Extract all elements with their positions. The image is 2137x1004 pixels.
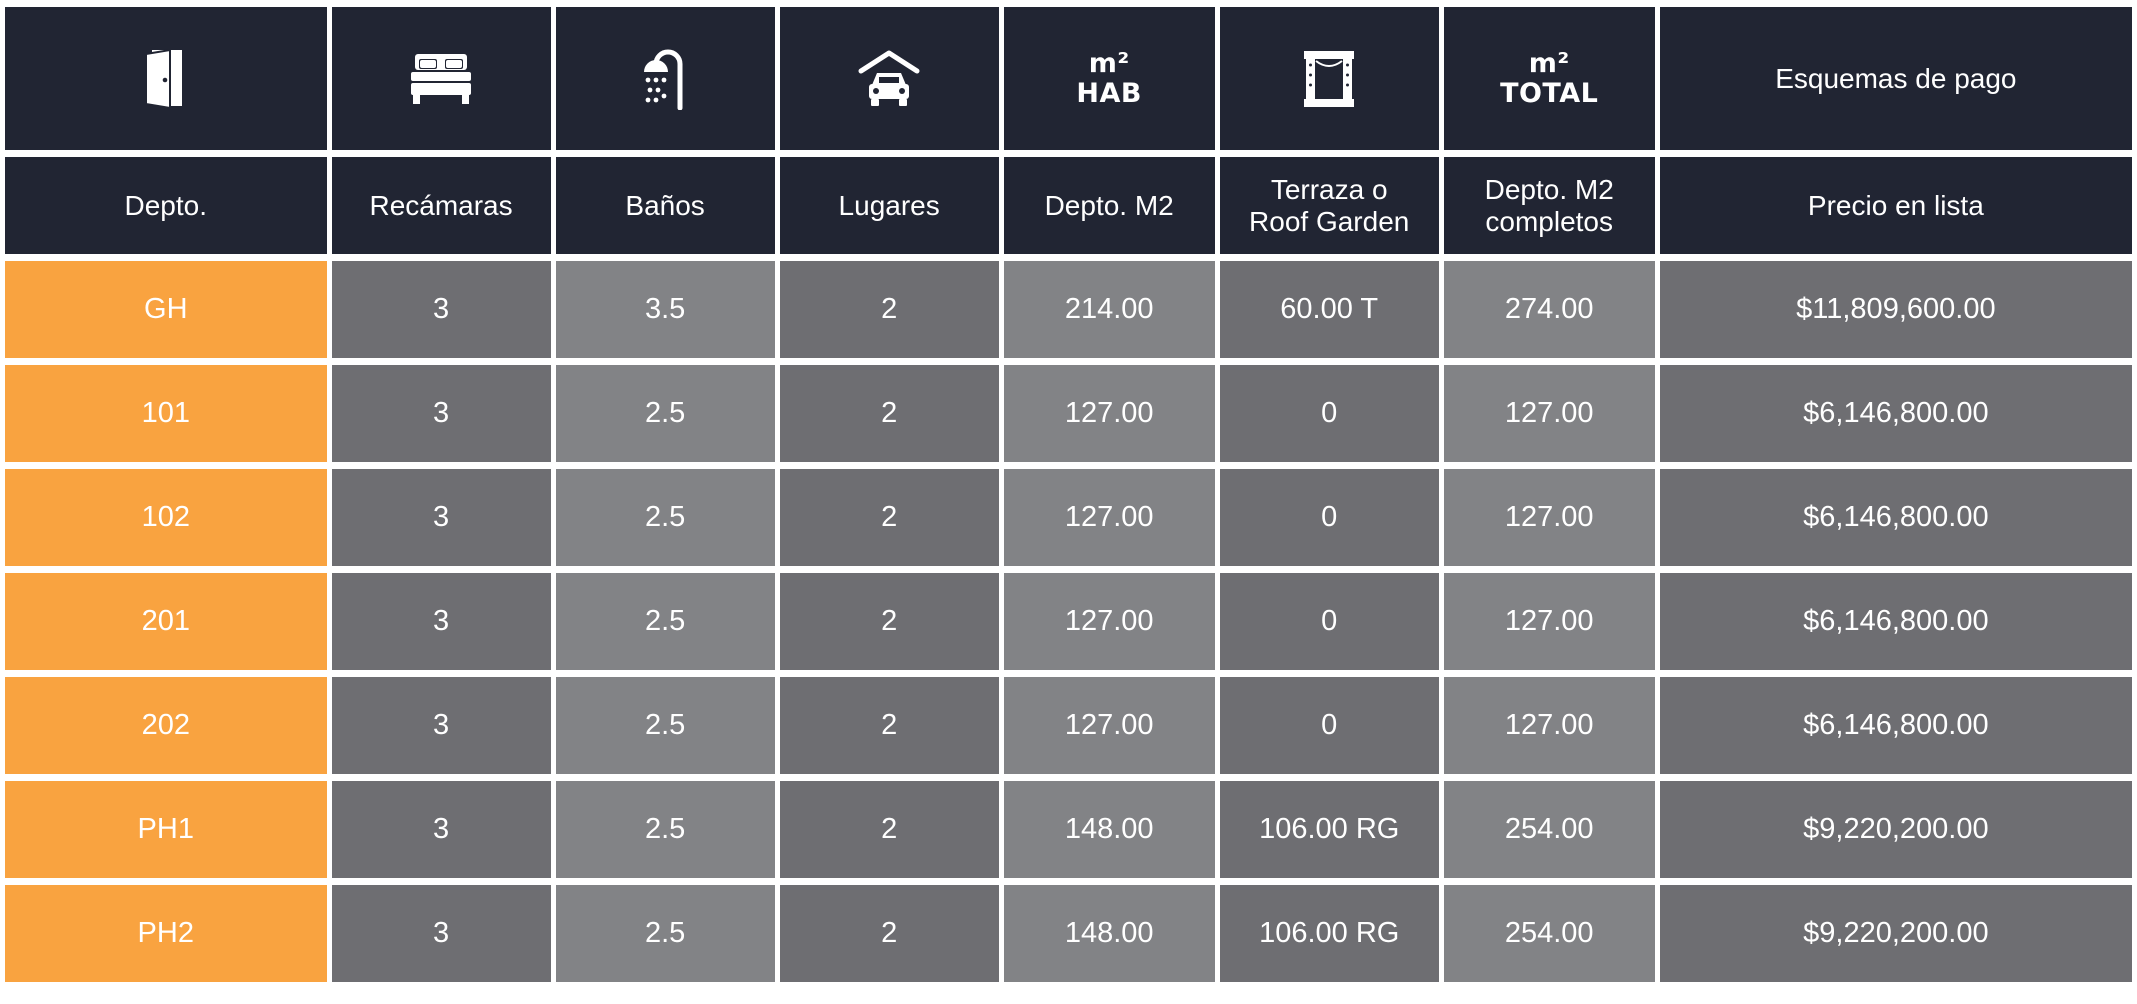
terrace-cell: 0 <box>1220 365 1439 462</box>
price-cell: $6,146,800.00 <box>1660 677 2132 774</box>
column-header-price: Precio en lista <box>1660 157 2132 254</box>
m2-hab-label: HAB <box>1076 77 1142 109</box>
header-cell-m2-total <box>1444 7 1655 150</box>
terrace-cell: 60.00 T <box>1220 261 1439 358</box>
m2-cell: 127.00 <box>1004 365 1215 462</box>
table-row <box>5 677 2132 774</box>
m2-cell: 127.00 <box>1004 677 1215 774</box>
bedrooms-cell: 3 <box>332 469 551 566</box>
baths-cell: 2.5 <box>556 365 775 462</box>
shower-icon <box>642 48 688 110</box>
terrace-frame-icon <box>1302 49 1356 109</box>
baths-cell: 2.5 <box>556 677 775 774</box>
price-cell: $6,146,800.00 <box>1660 469 2132 566</box>
baths-cell: 2.5 <box>556 885 775 982</box>
parking-cell: 2 <box>780 885 999 982</box>
dept-cell: PH1 <box>5 781 327 878</box>
table-row <box>5 781 2132 878</box>
baths-cell: 2.5 <box>556 573 775 670</box>
parking-cell: 2 <box>780 781 999 878</box>
header-cell-dept-icon <box>5 7 327 150</box>
dept-cell: PH2 <box>5 885 327 982</box>
bedrooms-cell: 3 <box>332 365 551 462</box>
price-cell: $6,146,800.00 <box>1660 365 2132 462</box>
baths-cell: 3.5 <box>556 261 775 358</box>
column-header-baths: Baños <box>556 157 775 254</box>
m2-total-cell: 127.00 <box>1444 677 1655 774</box>
column-header-parking: Lugares <box>780 157 999 254</box>
table-row <box>5 573 2132 670</box>
m2-hab-unit: m² <box>1088 47 1130 79</box>
terrace-cell: 0 <box>1220 677 1439 774</box>
bedrooms-cell: 3 <box>332 573 551 670</box>
dept-cell: 202 <box>5 677 327 774</box>
m2-total-cell: 274.00 <box>1444 261 1655 358</box>
price-cell: $9,220,200.00 <box>1660 885 2132 982</box>
baths-cell: 2.5 <box>556 781 775 878</box>
column-label-row <box>5 157 2132 254</box>
m2-total-unit: m² <box>1528 47 1570 79</box>
parking-cell: 2 <box>780 261 999 358</box>
column-header-m2: Depto. M2 <box>1004 157 1215 254</box>
bedrooms-cell: 3 <box>332 261 551 358</box>
m2-total-label: TOTAL <box>1500 77 1599 109</box>
table-row <box>5 469 2132 566</box>
column-header-m2-total: Depto. M2 completos <box>1444 157 1655 254</box>
m2-total-cell: 127.00 <box>1444 365 1655 462</box>
parking-cell: 2 <box>780 365 999 462</box>
m2-cell: 127.00 <box>1004 573 1215 670</box>
dept-cell: GH <box>5 261 327 358</box>
garage-car-icon <box>858 49 920 109</box>
parking-cell: 2 <box>780 573 999 670</box>
price-cell: $11,809,600.00 <box>1660 261 2132 358</box>
terrace-cell: 106.00 RG <box>1220 885 1439 982</box>
table-row <box>5 365 2132 462</box>
table-row <box>5 261 2132 358</box>
column-header-terrace: Terraza o Roof Garden <box>1220 157 1439 254</box>
bed-icon <box>409 52 473 106</box>
m2-cell: 148.00 <box>1004 885 1215 982</box>
terrace-cell: 0 <box>1220 469 1439 566</box>
price-cell: $9,220,200.00 <box>1660 781 2132 878</box>
parking-cell: 2 <box>780 469 999 566</box>
bedrooms-cell: 3 <box>332 781 551 878</box>
m2-total-cell: 254.00 <box>1444 885 1655 982</box>
terrace-cell: 0 <box>1220 573 1439 670</box>
terrace-cell: 106.00 RG <box>1220 781 1439 878</box>
column-header-dept: Depto. <box>5 157 327 254</box>
baths-cell: 2.5 <box>556 469 775 566</box>
dept-cell: 101 <box>5 365 327 462</box>
parking-cell: 2 <box>780 677 999 774</box>
header-cell-payment <box>1660 7 2132 150</box>
header-cell-bed-icon <box>332 7 551 150</box>
bedrooms-cell: 3 <box>332 677 551 774</box>
dept-cell: 102 <box>5 469 327 566</box>
door-icon <box>144 48 188 110</box>
table-row <box>5 885 2132 982</box>
header-cell-terrace-icon <box>1220 7 1439 150</box>
m2-total-cell: 127.00 <box>1444 573 1655 670</box>
header-cell-garage-icon <box>780 7 999 150</box>
m2-total-cell: 127.00 <box>1444 469 1655 566</box>
price-cell: $6,146,800.00 <box>1660 573 2132 670</box>
m2-cell: 148.00 <box>1004 781 1215 878</box>
bedrooms-cell: 3 <box>332 885 551 982</box>
m2-total-cell: 254.00 <box>1444 781 1655 878</box>
header-cell-m2-hab <box>1004 7 1215 150</box>
m2-cell: 214.00 <box>1004 261 1215 358</box>
dept-cell: 201 <box>5 573 327 670</box>
payment-schemes-label: Esquemas de pago <box>1775 62 2017 94</box>
column-header-bedrooms: Recámaras <box>332 157 551 254</box>
header-cell-shower-icon <box>556 7 775 150</box>
m2-cell: 127.00 <box>1004 469 1215 566</box>
icon-header-row <box>5 7 2132 150</box>
